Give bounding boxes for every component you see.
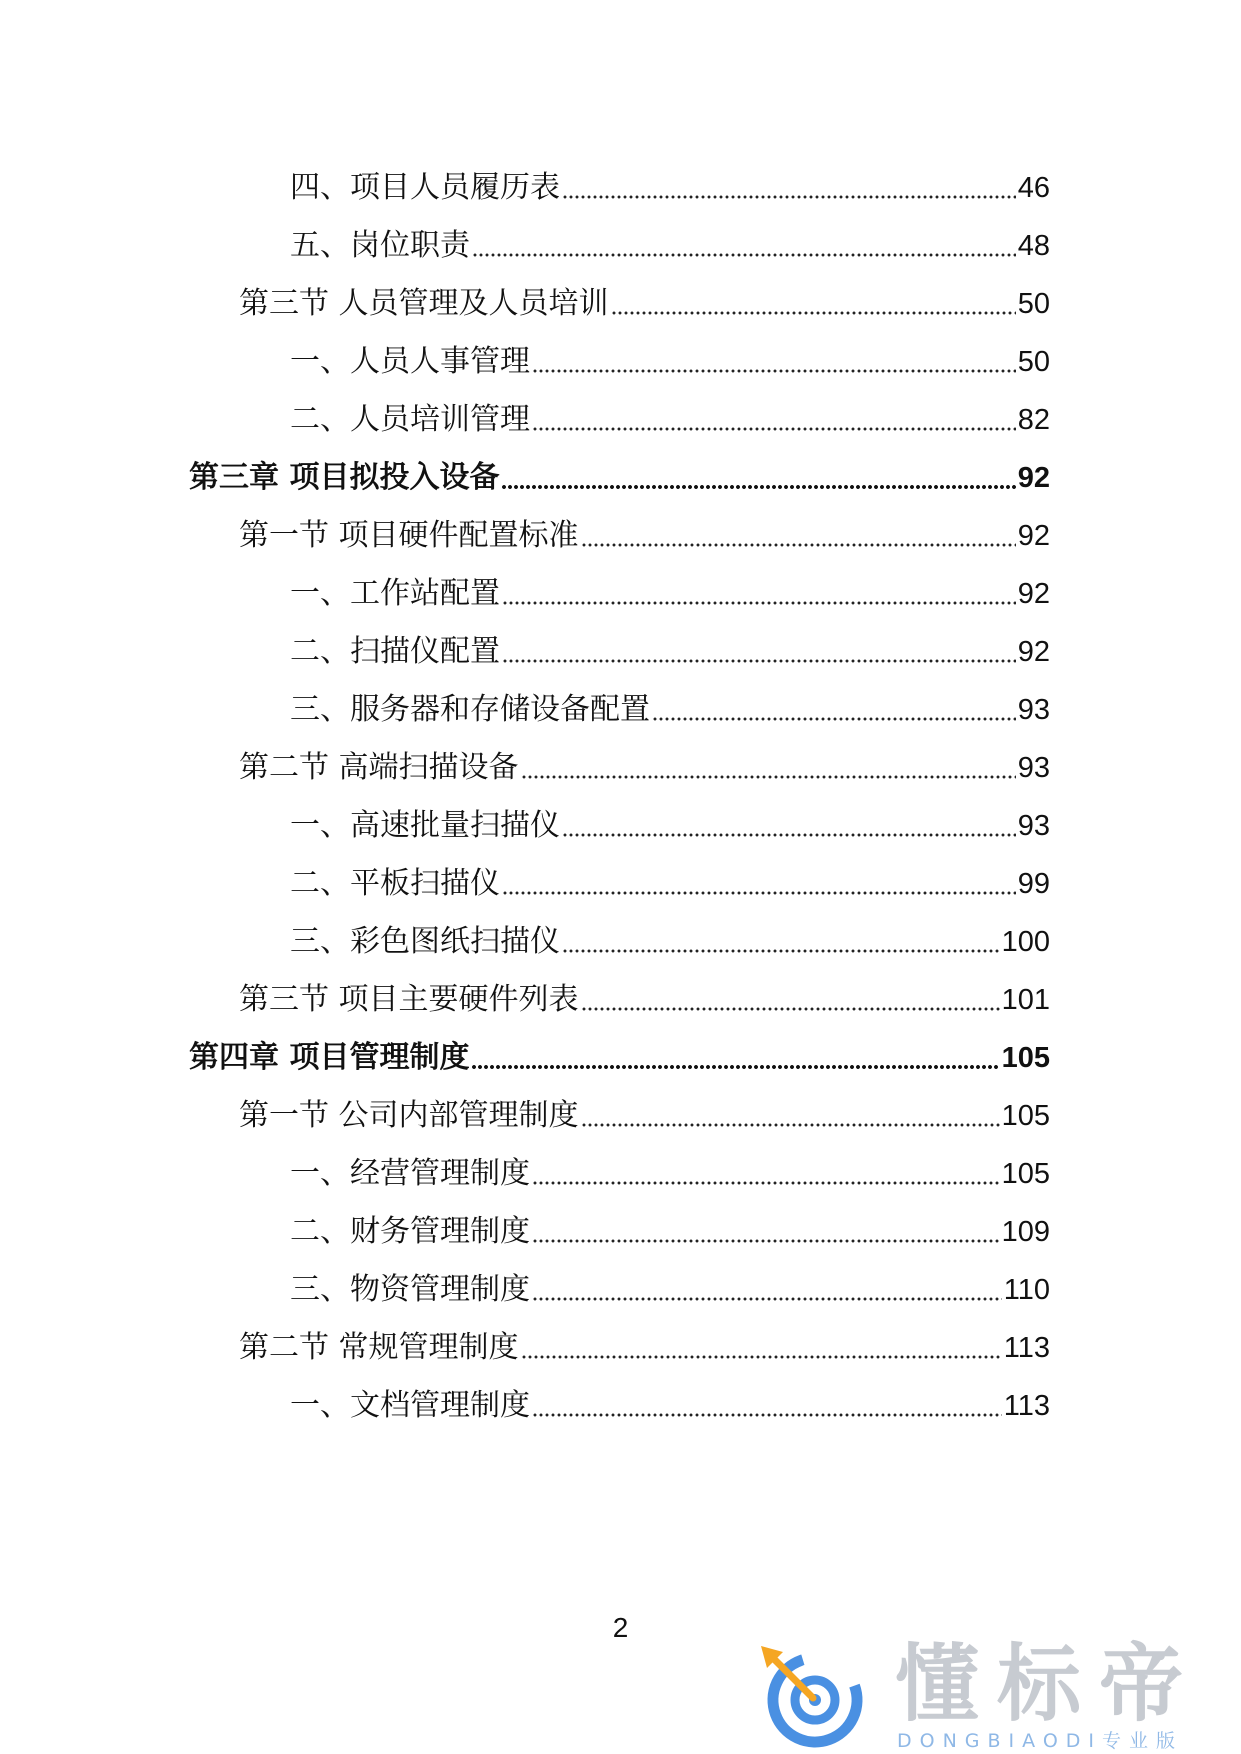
toc-entry-title: 二、扫描仪配置 [290, 634, 500, 669]
watermark-brand-name: 懂标帝 [895, 1635, 1202, 1733]
toc-entry-page: 105 [1001, 1042, 1050, 1074]
toc-dot-leader [502, 580, 1016, 606]
toc-entry-page: 93 [1017, 694, 1050, 726]
toc-dot-leader [532, 1218, 1000, 1244]
toc-entry-title: 二、平板扫描仪 [290, 866, 500, 901]
toc-entry-page: 50 [1017, 346, 1050, 378]
toc-dot-leader [472, 232, 1016, 258]
toc-dot-leader [532, 1276, 1002, 1302]
toc-entry[interactable] [290, 1212, 1050, 1252]
toc-entry[interactable] [290, 1154, 1050, 1194]
toc-entry[interactable] [290, 574, 1050, 614]
toc-entry-page: 99 [1017, 868, 1050, 900]
toc-entry-title: 第二节 高端扫描设备 [239, 750, 519, 785]
toc-entry-title: 第一节 项目硬件配置标准 [239, 518, 579, 553]
toc-entry-page: 92 [1017, 636, 1050, 668]
toc-entry[interactable] [290, 342, 1050, 382]
toc-entry-title: 一、工作站配置 [290, 576, 500, 611]
toc-dot-leader [502, 638, 1016, 664]
toc-entry-chapter[interactable] [189, 458, 1050, 498]
toc-entry[interactable] [239, 1096, 1050, 1136]
toc-entry-title: 三、彩色图纸扫描仪 [290, 924, 560, 959]
toc-entry[interactable] [290, 632, 1050, 672]
toc-entry-page: 113 [1003, 1390, 1050, 1422]
toc-dot-leader [562, 812, 1016, 838]
toc-entry[interactable] [239, 516, 1050, 556]
watermark-subtitle: DONGBIAODI专业版 [897, 1730, 1184, 1752]
toc-entry-page: 105 [1001, 1100, 1050, 1132]
toc-entry-title: 三、服务器和存储设备配置 [290, 692, 650, 727]
toc-entry[interactable] [290, 864, 1050, 904]
toc-entry-title: 第三节 人员管理及人员培训 [239, 286, 609, 321]
toc-entry-title: 第一节 公司内部管理制度 [239, 1098, 579, 1133]
toc-dot-leader [532, 348, 1016, 374]
toc-dot-leader [652, 696, 1016, 722]
toc-dot-leader [562, 174, 1016, 200]
toc-dot-leader [532, 406, 1016, 432]
toc-dot-leader [562, 928, 1000, 954]
toc-entry[interactable] [290, 226, 1050, 266]
toc-entry-page: 113 [1003, 1332, 1050, 1364]
toc-entry-title: 四、项目人员履历表 [290, 170, 560, 205]
toc-dot-leader [581, 1102, 1000, 1128]
toc-entry-page: 93 [1017, 752, 1050, 784]
toc-entry[interactable] [290, 806, 1050, 846]
toc-entry-page: 92 [1017, 462, 1050, 494]
toc-entry[interactable] [290, 1386, 1050, 1426]
toc-entry-page: 48 [1017, 230, 1050, 262]
toc-dot-leader [581, 522, 1016, 548]
toc-entry-title: 第二节 常规管理制度 [239, 1330, 519, 1365]
toc-entry-page: 105 [1001, 1158, 1050, 1190]
toc-entry-title: 五、岗位职责 [290, 228, 470, 263]
toc-entry-title: 二、财务管理制度 [290, 1214, 530, 1249]
toc-entry-page: 109 [1001, 1216, 1050, 1248]
toc-entry-title: 第三节 项目主要硬件列表 [239, 982, 579, 1017]
toc-dot-leader [521, 754, 1016, 780]
toc-entry[interactable] [290, 922, 1050, 962]
toc-entry-chapter[interactable] [189, 1038, 1050, 1078]
toc-entry-page: 82 [1017, 404, 1050, 436]
watermark [745, 1630, 1225, 1754]
toc-entry-page: 100 [1001, 926, 1050, 958]
toc-entry-page: 101 [1001, 984, 1050, 1016]
toc-dot-leader [581, 986, 1000, 1012]
toc-dot-leader [502, 870, 1016, 896]
toc-dot-leader [532, 1392, 1002, 1418]
toc-entry-title: 一、文档管理制度 [290, 1388, 530, 1423]
toc-entry[interactable] [239, 980, 1050, 1020]
page-number: 2 [612, 1612, 629, 1643]
toc-entry-page: 92 [1017, 520, 1050, 552]
toc-entry[interactable] [290, 400, 1050, 440]
toc-entry[interactable] [239, 284, 1050, 324]
toc-entry-page: 110 [1003, 1274, 1050, 1306]
toc-dot-leader [532, 1160, 1000, 1186]
toc-entry[interactable] [290, 1270, 1050, 1310]
toc-entry[interactable] [239, 1328, 1050, 1368]
toc-entry-title: 三、物资管理制度 [290, 1272, 530, 1307]
toc-entry-title: 一、人员人事管理 [290, 344, 530, 379]
toc-dot-leader [501, 464, 1015, 490]
toc-dot-leader [521, 1334, 1002, 1360]
toc-entry-page: 93 [1017, 810, 1050, 842]
toc-entry-title: 二、人员培训管理 [290, 402, 530, 437]
toc-entry-title: 一、经营管理制度 [290, 1156, 530, 1191]
target-arrow-icon [753, 1642, 871, 1750]
toc-entry-page: 46 [1017, 172, 1050, 204]
toc-entry-title: 一、高速批量扫描仪 [290, 808, 560, 843]
toc-dot-leader [471, 1044, 999, 1070]
toc-dot-leader [611, 290, 1016, 316]
toc-entry-title: 第三章 项目拟投入设备 [189, 460, 500, 495]
toc-entry-page: 50 [1017, 288, 1050, 320]
toc-entry[interactable] [290, 690, 1050, 730]
toc-entry[interactable] [239, 748, 1050, 788]
toc-entry-page: 92 [1017, 578, 1050, 610]
toc-entry[interactable] [290, 168, 1050, 208]
toc-entry-title: 第四章 项目管理制度 [189, 1040, 470, 1075]
